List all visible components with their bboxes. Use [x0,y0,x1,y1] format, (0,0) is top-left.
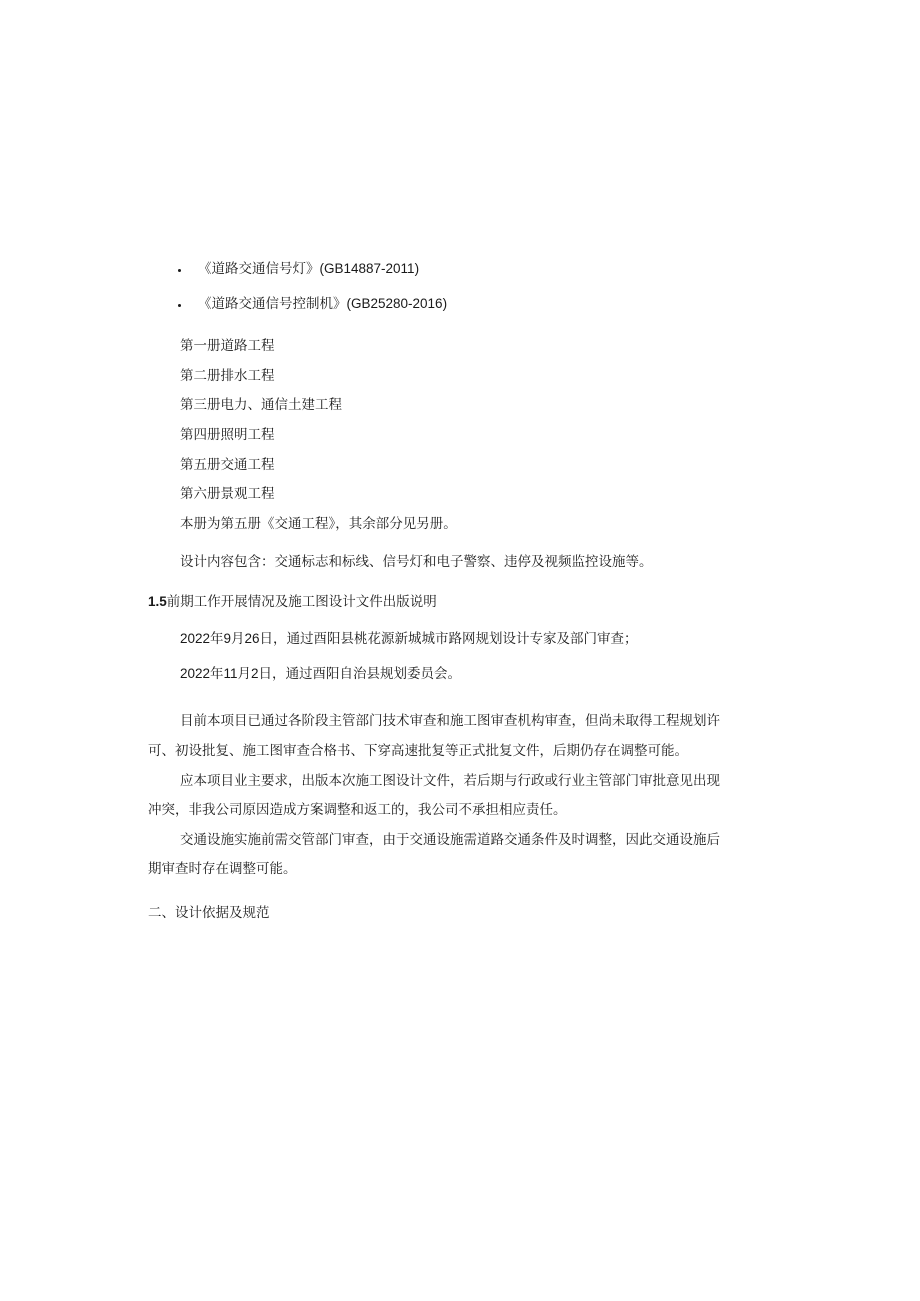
paragraph-line: 应本项目业主要求，出版本次施工图设计文件，若后期与行政或行业主管部门审批意见出现 [180,773,720,789]
volume-item: 第三册电力、通信土建工程 [180,397,342,413]
standard-title: 《道路交通信号控制机》 [198,296,347,312]
volume-item: 第一册道路工程 [180,338,275,354]
volume-item: 第五册交通工程 [180,457,275,473]
event-text: 通过酉阳县桃花源新城城市路网规划设计专家及部门审查； [286,631,638,647]
volume-note: 本册为第五册《交通工程》，其余部分见另册。 [180,516,457,532]
section-heading-2: 二、设计依据及规范 [148,905,270,921]
standard-code: (GB14887-2011) [319,261,420,276]
paragraph-line: 期审查时存在调整可能。 [148,861,297,877]
paragraph-line: 可、初设批复、施工图审查合格书、下穿高速批复等正式批复文件，后期仍存在调整可能。 [148,743,688,759]
volume-item: 第四册照明工程 [180,427,275,443]
event-item [180,665,461,683]
paragraph-line: 目前本项目已通过各阶段主管部门技术审查和施工图审查机构审查，但尚未取得工程规划许 [180,713,720,729]
event-date: 2022年11月2日， [180,666,286,681]
paragraph-line: 冲突，非我公司原因造成方案调整和返工的，我公司不承担相应责任。 [148,802,567,818]
standard-item [198,260,419,278]
standard-title: 《道路交通信号灯》 [198,261,320,277]
standard-code: (GB25280-2016) [346,296,448,311]
bullet-icon [178,269,181,272]
paragraph-line: 交通设施实施前需交管部门审查，由于交通设施需道路交通条件及时调整，因此交通设施后 [180,832,720,848]
standard-item [198,295,447,313]
section-heading-1-5 [148,593,437,611]
section-title: 前期工作开展情况及施工图设计文件出版说明 [166,594,437,610]
event-text: 通过酉阳自治县规划委员会。 [285,666,462,682]
event-date: 2022年9月26日， [180,631,287,646]
volume-item: 第六册景观工程 [180,486,275,502]
volume-item: 第二册排水工程 [180,368,275,384]
design-content: 设计内容包含：交通标志和标线、信号灯和电子警察、违停及视频监控设施等。 [180,554,653,570]
event-item [180,630,638,648]
section-number: 1.5 [148,594,167,609]
bullet-icon [178,304,181,307]
